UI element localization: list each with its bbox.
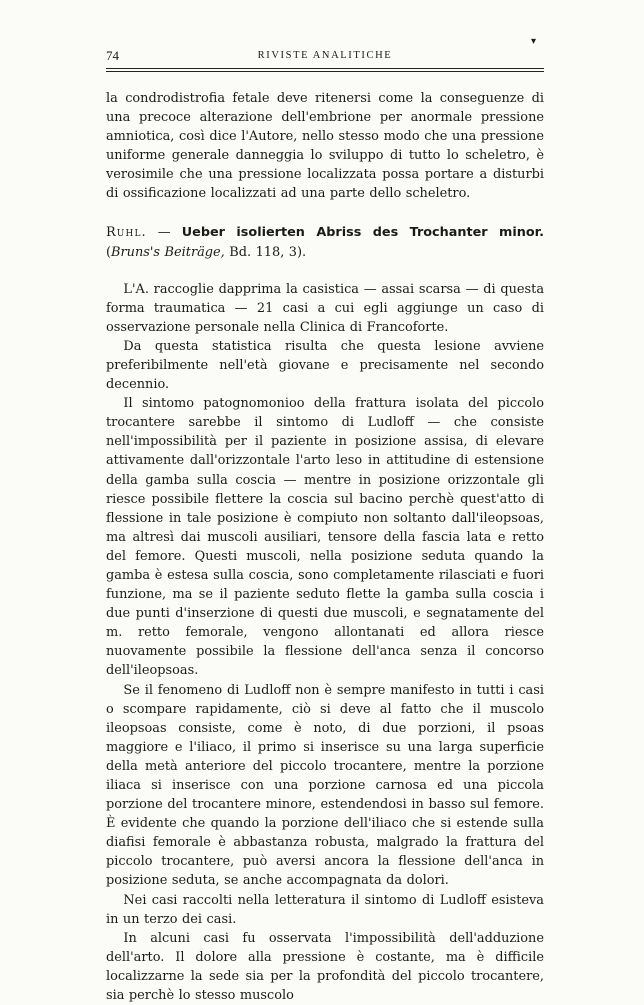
continuation-paragraph: la condrodistrofia fetale deve ritenersi come la conseguenze di una precoce alterazione dell'embrione per anormale pressione amniotica, così dice l'Autore, nello stesso modo che una pressione uniforme generale danneggia lo sviluppo di tutto lo scheletro, è verosimile che una pressione localizzata possa portare a disturbi di ossificazione localizzati ad una parte dello scheletro. — [106, 91, 544, 202]
corner-mark: ▾ — [531, 36, 537, 47]
journal-ref: Bd. 118, 3). — [229, 244, 307, 260]
paragraph-5: Nei casi raccolti nella letteratura il sintomo di Ludloff esisteva in un terzo dei casi. — [106, 892, 544, 927]
body-text — [106, 89, 544, 1005]
header-rule-double — [106, 71, 544, 72]
ref-open: ( — [106, 244, 112, 260]
running-header — [106, 46, 544, 64]
paragraph-2: Da questa statistica risulta che questa lesione avviene preferibilmente nell'età giovane e precisamente nel secondo decennio. — [106, 338, 544, 393]
paragraph-4: Se il fenomeno di Ludloff non è sempre manifesto in tutti i casi o scompare rapidamente, ciò si deve al fatto che il muscolo ileopsoas consiste, come è noto, di due porzioni, il psoas maggiore e l'iliaco, il primo si inserisce su una larga superficie della metà anteriore del piccolo trocantere, mentre la porzione iliaca si inserisce con una porzione carnosa ed una piccola porzione del trocantere minore, estendendosi in basso sul femore. È evidente che quando la porzione dell'iliaco che si estende sulla diafisi femorale è abbastanza robusta, malgrado la frattura del piccolo trocantere, può aversi ancora la flessione dell'anca in posizione seduta, se anche accompagnata da dolori. — [106, 682, 544, 889]
article-title: Ueber isolierten Abriss des Trochanter minor. — [181, 224, 545, 240]
page-number: 74 — [106, 48, 119, 63]
heading-dash: — — [157, 224, 171, 240]
journal-name: Bruns's Beiträge, — [111, 244, 225, 260]
article-heading — [106, 223, 544, 263]
paragraph-6: In alcuni casi fu osservata l'impossibilità dell'adduzione dell'arto. Il dolore alla pressione è costante, ma è difficile localizzarne la sede sia per la profondità del piccolo trocantere, sia perchè lo stesso muscolo — [106, 930, 544, 1004]
page — [106, 46, 544, 1005]
running-title: RIVISTE ANALITICHE — [257, 50, 393, 61]
paragraph-1: L'A. raccoglie dapprima la casistica — assai scarsa — di questa forma traumatica — 21 casi a cui egli aggiunge un caso di osservazione personale nella Clinica di Francoforte. — [106, 281, 544, 335]
paragraph-3: Il sintomo patognomonioo della frattura isolata del piccolo trocantere sarebbe il sintomo di Ludloff — che consiste nell'impossibilità per il paziente in posizione assisa, di elevare attivamente dall'orizzontale l'arto leso in attitudine di estensione della gamba sulla coscia — mentre in posizione orizzontale gli riesce possibile flettere la coscia sul bacino perchè quest'atto di flessione in tale posizione è compiuto non soltanto dall'ileopsoas, ma altresì dai muscoli ausiliari, tensore della fascia lata e retto del femore. Questi muscoli, nella posizione seduta quando la gamba è estesa sulla coscia, sono completamente rilasciati e fuori funzione, ma se il paziente seduto flette la gamba sulla coscia i due punti d'inserzione di questi due muscoli, e segnatamente del m. retto femorale, vengono allontanati ed allora riesce nuovamente possibile la flessione dell'anca senza il concorso dell'ileopsoas. — [106, 396, 544, 679]
header-rule — [106, 68, 544, 69]
article-author: Ruhl. — [106, 224, 147, 240]
